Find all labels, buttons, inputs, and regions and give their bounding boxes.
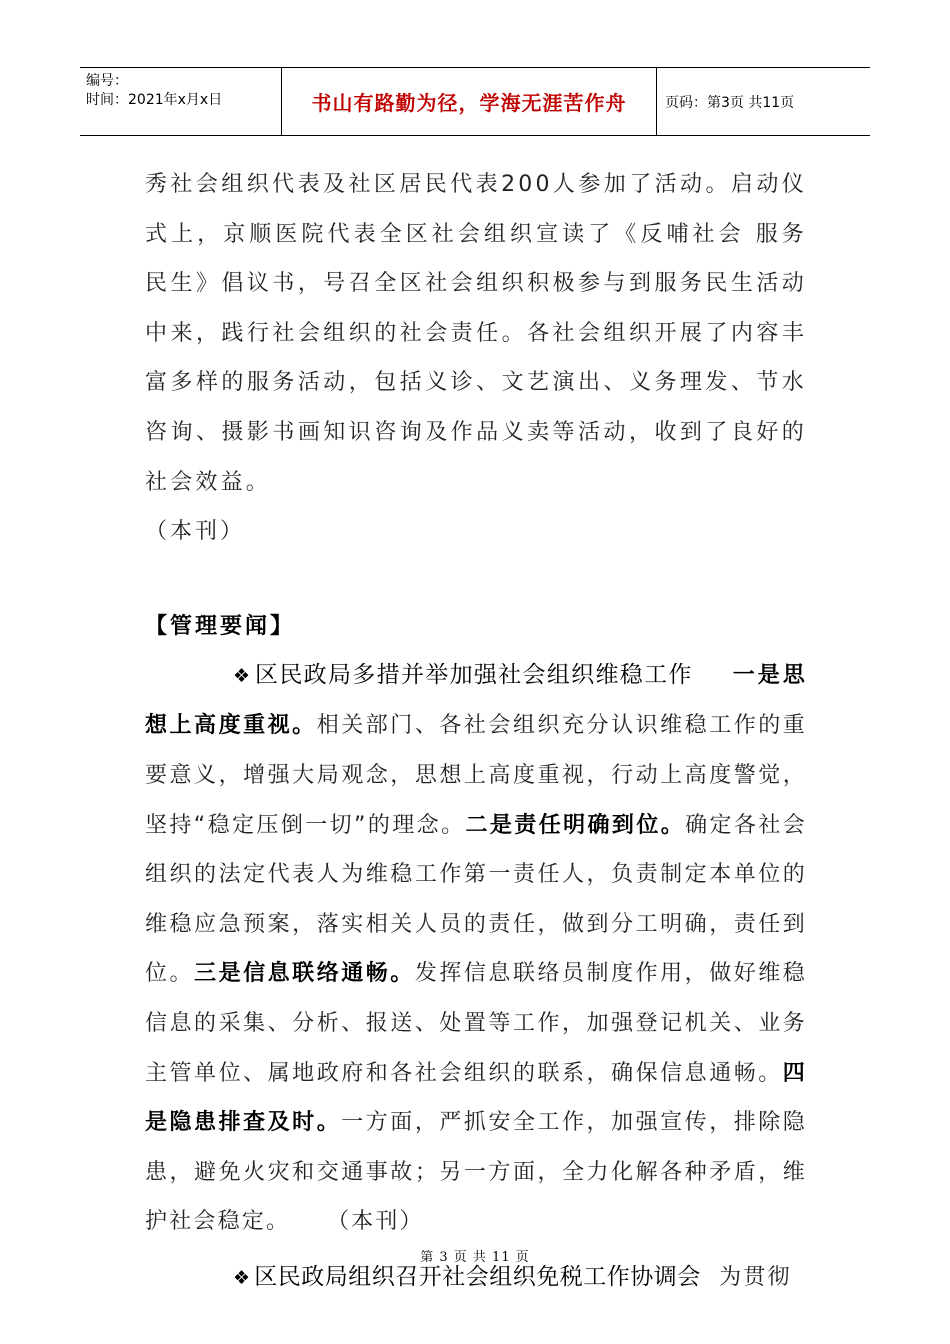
article-1-keypoint-2: 二是责任明确到位。 xyxy=(465,812,686,838)
article-1-title: 区民政局多措并举加强社会组织维稳工作 xyxy=(254,661,693,688)
time-label: 时间：2021年x月x日 xyxy=(86,92,223,108)
diamond-bullet-icon: ❖ xyxy=(233,1266,253,1289)
article-2-title: 区民政局组织召开社会组织免税工作协调会 xyxy=(254,1263,701,1290)
header-motto: 书山有路勤为径，学海无涯苦作舟 xyxy=(282,68,657,135)
intro-text: 秀社会组织代表及社区居民代表200人参加了活动。启动仪式上，京顺医院代表全区社会组织宣读了《反哺社会 服务民生》倡议书，号召全区社会组织积极参与到服务民生活动中来，践行社会组织的社会责任。各社会组织开展了内容丰富多样的服务活动，包括义诊、文艺演出、义务理发、节水咨询、摄影书画知识咨询及作品义卖等活动，收到了良好的社会效益。 xyxy=(145,172,807,495)
page-footer: 第 3 页 共 11 页 xyxy=(420,1250,530,1265)
article-1-text-4: 一方面，严抓安全工作，加强宣传，排除隐患，避免火灾和交通事故；另一方面，全力化解各种矛盾，维护社会稳定。 xyxy=(145,1110,807,1235)
page-header xyxy=(80,67,870,136)
article-1-keypoint-4: 四是隐患排查及时。 xyxy=(145,1060,807,1136)
diamond-bullet-icon: ❖ xyxy=(233,664,253,687)
intro-source: （本刊） xyxy=(145,519,246,545)
document-body xyxy=(145,160,807,1303)
article-1-keypoint-3: 三是信息联络通畅。 xyxy=(194,961,415,987)
article-1-text-2: 确定各社会组织的法定代表人为维稳工作第一责任人，负责制定本单位的维稳应急预案，落实相关人员的责任，做到分工明确，责任到位。 xyxy=(145,812,807,987)
article-1-text-1: 相关部门、各社会组织充分认识维稳工作的重要意义，增强大局观念，思想上高度重视，行动上高度警觉，坚持“稳定压倒一切”的理念。 xyxy=(145,713,807,838)
header-page-info: 页码：第3页 共11页 xyxy=(665,94,795,111)
article-2-text: 为贯彻 xyxy=(719,1264,792,1290)
article-1-keypoint-1: 一是思想上高度重视。 xyxy=(145,662,808,739)
section-heading: 【管理要闻】 xyxy=(145,613,296,639)
article-1 xyxy=(145,651,807,1247)
number-label: 编号： xyxy=(86,73,128,89)
article-1-text-3: 发挥信息联络员制度作用，做好维稳信息的采集、分析、报送、处置等工作，加强登记机关、业务主管单位、属地政府和各社会组织的联系，确保信息通畅。 xyxy=(145,961,807,1086)
article-1-source: （本刊） xyxy=(326,1209,424,1235)
intro-paragraph xyxy=(145,160,807,507)
header-meta xyxy=(80,68,282,135)
